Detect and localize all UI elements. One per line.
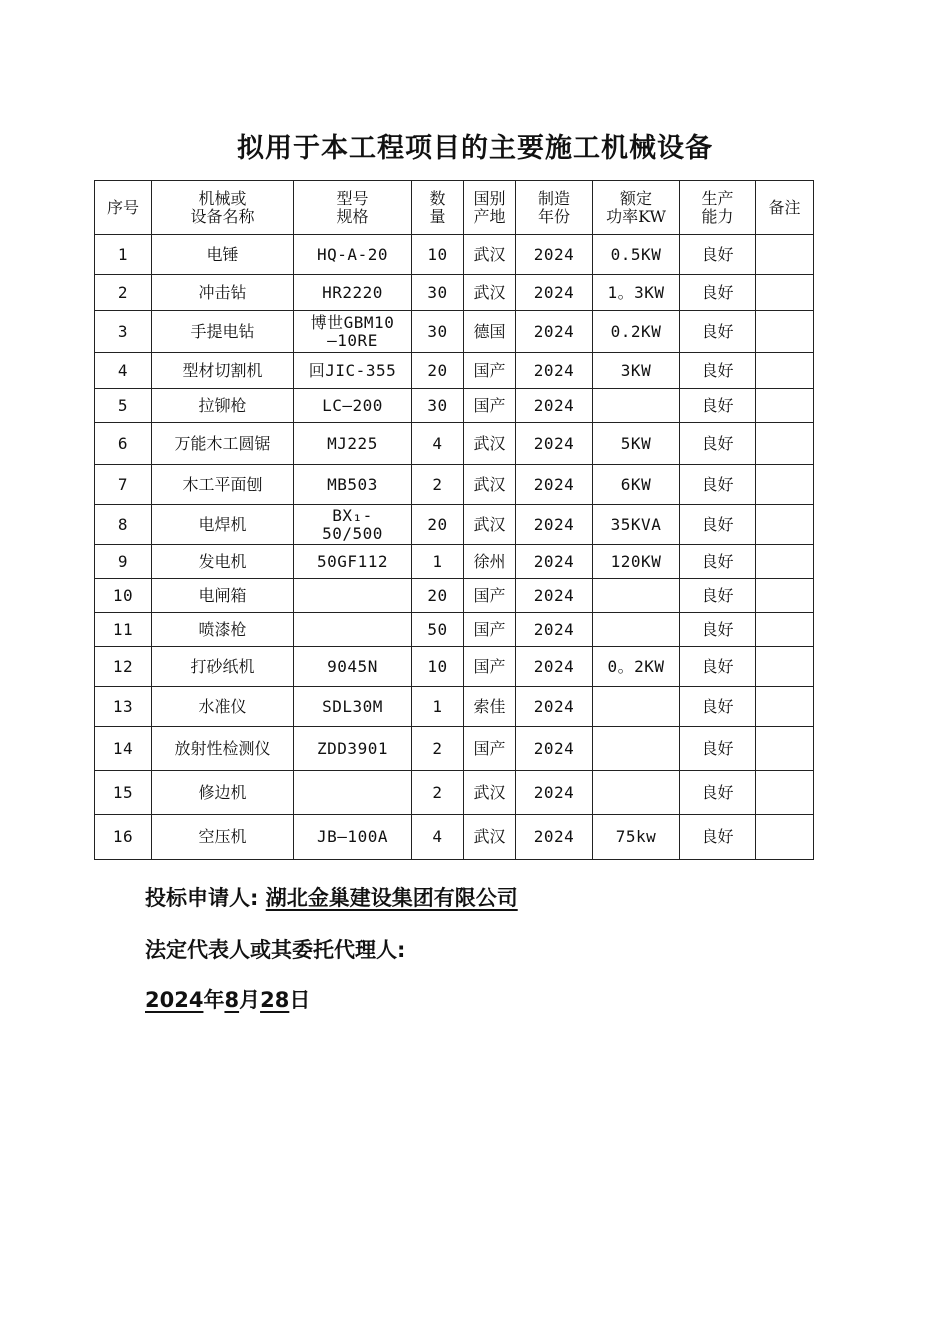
seq-cell: 13 — [95, 687, 152, 727]
power-cell: 0。2KW — [593, 647, 680, 687]
note-cell — [756, 815, 814, 860]
table-row — [95, 423, 814, 465]
origin-cell: 武汉 — [464, 423, 516, 465]
bidder-line — [145, 882, 518, 912]
date-month: 8 — [224, 988, 240, 1012]
note-cell — [756, 353, 814, 389]
model-cell — [294, 545, 412, 579]
year-cell: 2024 — [516, 647, 593, 687]
model-cell — [294, 505, 412, 545]
origin-cell: 索佳 — [464, 687, 516, 727]
ability-cell: 良好 — [680, 353, 756, 389]
seq-cell: 9 — [95, 545, 152, 579]
ability-cell: 良好 — [680, 423, 756, 465]
name-cell: 万能木工圆锯 — [152, 423, 294, 465]
name-cell: 电锤 — [152, 235, 294, 275]
year-cell: 2024 — [516, 311, 593, 353]
seq-cell: 14 — [95, 727, 152, 771]
power-cell — [593, 771, 680, 815]
ability-cell: 良好 — [680, 579, 756, 613]
table-row — [95, 235, 814, 275]
qty-cell: 4 — [412, 815, 464, 860]
table-row — [95, 647, 814, 687]
page-title: 拟用于本工程项目的主要施工机械设备 — [237, 133, 713, 164]
ability-cell: 良好 — [680, 727, 756, 771]
model-cell — [294, 647, 412, 687]
qty-cell: 4 — [412, 423, 464, 465]
power-cell: 3KW — [593, 353, 680, 389]
date-day-unit: 日 — [289, 988, 311, 1012]
table-row — [95, 353, 814, 389]
bidder-label: 投标申请人: — [145, 886, 259, 910]
power-cell: 5KW — [593, 423, 680, 465]
power-cell: 75kw — [593, 815, 680, 860]
table-row — [95, 613, 814, 647]
note-cell — [756, 727, 814, 771]
model-line: 50GF112 — [317, 551, 388, 571]
ability-cell: 良好 — [680, 613, 756, 647]
year-cell: 2024 — [516, 505, 593, 545]
note-cell — [756, 389, 814, 423]
note-cell — [756, 771, 814, 815]
note-cell — [756, 647, 814, 687]
ability-cell: 良好 — [680, 275, 756, 311]
model-cell — [294, 815, 412, 860]
note-cell — [756, 275, 814, 311]
origin-cell: 武汉 — [464, 465, 516, 505]
power-cell: 120KW — [593, 545, 680, 579]
year-cell: 2024 — [516, 423, 593, 465]
model-line: JB—100A — [317, 827, 388, 846]
model-cell — [294, 579, 412, 613]
table-row — [95, 275, 814, 311]
date-month-unit: 月 — [239, 988, 261, 1012]
power-cell — [593, 727, 680, 771]
model-line: 博世GBM10 — [310, 312, 395, 332]
model-cell — [294, 423, 412, 465]
table-row — [95, 311, 814, 353]
year-cell: 2024 — [516, 235, 593, 275]
seq-cell: 15 — [95, 771, 152, 815]
origin-cell: 武汉 — [464, 815, 516, 860]
power-cell: 35KVA — [593, 505, 680, 545]
table-row — [95, 771, 814, 815]
header-power: 额定 功率KW — [593, 181, 680, 235]
ability-cell: 良好 — [680, 311, 756, 353]
note-cell — [756, 311, 814, 353]
model-cell — [294, 275, 412, 311]
name-cell: 水准仪 — [152, 687, 294, 727]
note-cell — [756, 687, 814, 727]
model-line: LC—200 — [322, 395, 383, 415]
representative-line — [145, 934, 405, 964]
note-cell — [756, 505, 814, 545]
seq-cell: 8 — [95, 505, 152, 545]
qty-cell: 30 — [412, 389, 464, 423]
table-row — [95, 505, 814, 545]
qty-cell: 10 — [412, 235, 464, 275]
year-cell: 2024 — [516, 579, 593, 613]
note-cell — [756, 465, 814, 505]
power-cell — [593, 389, 680, 423]
note-cell — [756, 545, 814, 579]
year-cell: 2024 — [516, 353, 593, 389]
year-cell: 2024 — [516, 613, 593, 647]
model-cell — [294, 613, 412, 647]
name-cell: 空压机 — [152, 815, 294, 860]
header-origin: 国别 产地 — [464, 181, 516, 235]
origin-cell: 武汉 — [464, 235, 516, 275]
origin-cell: 国产 — [464, 353, 516, 389]
name-cell: 拉铆枪 — [152, 389, 294, 423]
table-row — [95, 389, 814, 423]
year-cell: 2024 — [516, 465, 593, 505]
bidder-name: 湖北金巢建设集团有限公司 — [265, 886, 518, 910]
ability-cell: 良好 — [680, 647, 756, 687]
model-line: 50/500 — [322, 523, 383, 543]
representative-label: 法定代表人或其委托代理人: — [145, 938, 406, 962]
year-cell: 2024 — [516, 275, 593, 311]
qty-cell: 2 — [412, 727, 464, 771]
note-cell — [756, 423, 814, 465]
date-line — [145, 984, 310, 1014]
model-line: ZDD3901 — [317, 738, 388, 758]
equipment-table — [94, 180, 814, 860]
qty-cell: 10 — [412, 647, 464, 687]
seq-cell: 10 — [95, 579, 152, 613]
header-note: 备注 — [756, 181, 814, 235]
power-cell: 6KW — [593, 465, 680, 505]
origin-cell: 国产 — [464, 613, 516, 647]
model-cell — [294, 235, 412, 275]
header-qty: 数 量 — [412, 181, 464, 235]
header-seq: 序号 — [95, 181, 152, 235]
year-cell: 2024 — [516, 727, 593, 771]
date-year: 2024 — [145, 988, 204, 1012]
qty-cell: 30 — [412, 311, 464, 353]
model-cell — [294, 465, 412, 505]
name-cell: 打砂纸机 — [152, 647, 294, 687]
ability-cell: 良好 — [680, 505, 756, 545]
note-cell — [756, 235, 814, 275]
origin-cell: 徐州 — [464, 545, 516, 579]
model-cell — [294, 311, 412, 353]
model-line: 9045N — [327, 656, 378, 676]
power-cell — [593, 687, 680, 727]
seq-cell: 7 — [95, 465, 152, 505]
seq-cell: 5 — [95, 389, 152, 423]
name-cell: 喷漆枪 — [152, 613, 294, 647]
note-cell — [756, 579, 814, 613]
model-line: SDL30M — [322, 696, 383, 716]
power-cell — [593, 613, 680, 647]
origin-cell: 武汉 — [464, 275, 516, 311]
header-model: 型号 规格 — [294, 181, 412, 235]
ability-cell: 良好 — [680, 465, 756, 505]
model-cell — [294, 771, 412, 815]
table-header-row — [95, 181, 814, 235]
name-cell: 放射性检测仪 — [152, 727, 294, 771]
origin-cell: 武汉 — [464, 771, 516, 815]
table-row — [95, 579, 814, 613]
power-cell — [593, 579, 680, 613]
model-cell — [294, 687, 412, 727]
seq-cell: 11 — [95, 613, 152, 647]
year-cell: 2024 — [516, 687, 593, 727]
qty-cell: 2 — [412, 465, 464, 505]
header-name: 机械或 设备名称 — [152, 181, 294, 235]
seq-cell: 1 — [95, 235, 152, 275]
power-cell: 1。3KW — [593, 275, 680, 311]
model-cell — [294, 389, 412, 423]
model-line: MJ225 — [327, 433, 378, 453]
header-ability: 生产 能力 — [680, 181, 756, 235]
ability-cell: 良好 — [680, 687, 756, 727]
origin-cell: 国产 — [464, 727, 516, 771]
power-cell: 0.5KW — [593, 235, 680, 275]
name-cell: 型材切割机 — [152, 353, 294, 389]
qty-cell: 20 — [412, 353, 464, 389]
seq-cell: 16 — [95, 815, 152, 860]
ability-cell: 良好 — [680, 389, 756, 423]
table-row — [95, 727, 814, 771]
qty-cell: 1 — [412, 545, 464, 579]
year-cell: 2024 — [516, 815, 593, 860]
name-cell: 木工平面刨 — [152, 465, 294, 505]
name-cell: 电闸箱 — [152, 579, 294, 613]
qty-cell: 20 — [412, 505, 464, 545]
table-row — [95, 545, 814, 579]
model-line: MB503 — [327, 474, 378, 494]
origin-cell: 武汉 — [464, 505, 516, 545]
origin-cell: 国产 — [464, 389, 516, 423]
date-year-unit: 年 — [203, 988, 225, 1012]
model-line: 回JIC-355 — [308, 360, 397, 380]
qty-cell: 30 — [412, 275, 464, 311]
name-cell: 手提电钻 — [152, 311, 294, 353]
power-cell: 0.2KW — [593, 311, 680, 353]
name-cell: 修边机 — [152, 771, 294, 815]
table-row — [95, 465, 814, 505]
header-year: 制造 年份 — [516, 181, 593, 235]
seq-cell: 4 — [95, 353, 152, 389]
ability-cell: 良好 — [680, 771, 756, 815]
model-line: HQ-A-20 — [317, 244, 388, 264]
model-line: —10RE — [327, 330, 378, 350]
table-row — [95, 687, 814, 727]
origin-cell: 德国 — [464, 311, 516, 353]
qty-cell: 50 — [412, 613, 464, 647]
qty-cell: 2 — [412, 771, 464, 815]
name-cell: 发电机 — [152, 545, 294, 579]
table-row — [95, 815, 814, 860]
seq-cell: 6 — [95, 423, 152, 465]
seq-cell: 3 — [95, 311, 152, 353]
origin-cell: 国产 — [464, 647, 516, 687]
qty-cell: 1 — [412, 687, 464, 727]
year-cell: 2024 — [516, 771, 593, 815]
qty-cell: 20 — [412, 579, 464, 613]
name-cell: 电焊机 — [152, 505, 294, 545]
ability-cell: 良好 — [680, 815, 756, 860]
origin-cell: 国产 — [464, 579, 516, 613]
model-line: HR2220 — [322, 282, 383, 302]
note-cell — [756, 613, 814, 647]
seq-cell: 12 — [95, 647, 152, 687]
seq-cell: 2 — [95, 275, 152, 311]
ability-cell: 良好 — [680, 235, 756, 275]
model-line: BX₁- — [332, 505, 373, 525]
year-cell: 2024 — [516, 545, 593, 579]
model-cell — [294, 353, 412, 389]
ability-cell: 良好 — [680, 545, 756, 579]
model-cell — [294, 727, 412, 771]
name-cell: 冲击钻 — [152, 275, 294, 311]
year-cell: 2024 — [516, 389, 593, 423]
date-day: 28 — [260, 988, 290, 1012]
